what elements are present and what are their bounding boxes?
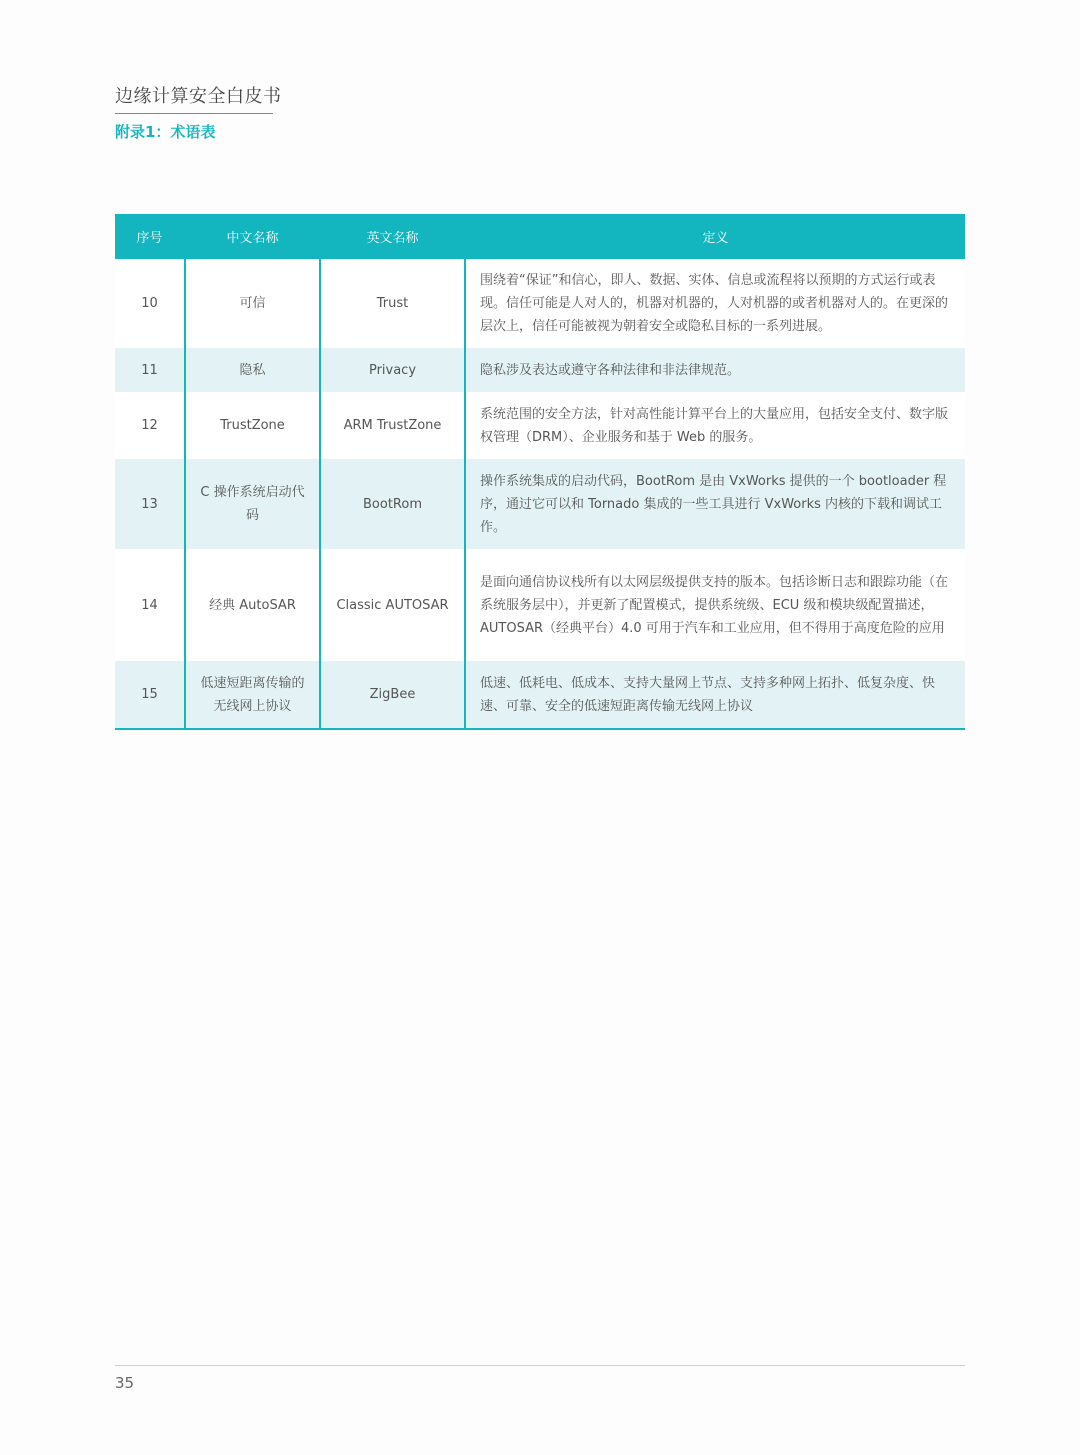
column-header-number: 序号 (115, 214, 185, 259)
cell-number: 13 (115, 459, 185, 549)
cell-number: 11 (115, 348, 185, 392)
table-row (115, 549, 965, 661)
cell-definition: 围绕着“保证”和信心，即人、数据、实体、信息或流程将以预期的方式运行或表现。信任可能是人对人的，机器对机器的，人对机器的或者机器对人的。在更深的层次上，信任可能被视为朝着安全或隐私目标的一系列进展。 (465, 259, 965, 348)
cell-chinese-name: 低速短距离传输的无线网上协议 (185, 661, 320, 729)
document-title: 边缘计算安全白皮书 (115, 86, 282, 107)
table-row (115, 392, 965, 459)
table-row (115, 348, 965, 392)
table-header-row (115, 214, 965, 259)
cell-english-name: ARM TrustZone (320, 392, 465, 459)
cell-definition: 低速、低耗电、低成本、支持大量网上节点、支持多种网上拓扑、低复杂度、快速、可靠、安全的低速短距离传输无线网上协议 (465, 661, 965, 729)
cell-chinese-name: C 操作系统启动代码 (185, 459, 320, 549)
cell-number: 15 (115, 661, 185, 729)
cell-chinese-name: 隐私 (185, 348, 320, 392)
cell-definition: 操作系统集成的启动代码，BootRom 是由 VxWorks 提供的一个 bootloader 程序，通过它可以和 Tornado 集成的一些工具进行 VxWorks 内核的下载和调试工作。 (465, 459, 965, 549)
cell-number: 10 (115, 259, 185, 348)
cell-number: 12 (115, 392, 185, 459)
glossary-table (115, 214, 965, 730)
cell-number: 14 (115, 549, 185, 661)
column-header-definition: 定义 (465, 214, 965, 259)
cell-chinese-name: 经典 AutoSAR (185, 549, 320, 661)
cell-english-name: BootRom (320, 459, 465, 549)
page-number: 35 (115, 1374, 135, 1392)
section-title: 附录1：术语表 (115, 123, 216, 141)
cell-english-name: Privacy (320, 348, 465, 392)
title-underline (115, 113, 273, 114)
cell-definition: 系统范围的安全方法，针对高性能计算平台上的大量应用，包括安全支付、数字版权管理（DRM）、企业服务和基于 Web 的服务。 (465, 392, 965, 459)
cell-english-name: ZigBee (320, 661, 465, 729)
cell-english-name: Trust (320, 259, 465, 348)
cell-english-name: Classic AUTOSAR (320, 549, 465, 661)
cell-definition: 是面向通信协议栈所有以太网层级提供支持的版本。包括诊断日志和跟踪功能（在系统服务层中），并更新了配置模式，提供系统级、ECU 级和模块级配置描述，AUTOSAR（经典平台）4.0 可用于汽车和工业应用，但不得用于高度危险的应用 (465, 549, 965, 661)
cell-definition: 隐私涉及表达或遵守各种法律和非法律规范。 (465, 348, 965, 392)
table-row (115, 259, 965, 348)
footer-divider (115, 1365, 965, 1366)
cell-chinese-name: TrustZone (185, 392, 320, 459)
column-header-chinese-name: 中文名称 (185, 214, 320, 259)
table-row (115, 459, 965, 549)
column-header-english-name: 英文名称 (320, 214, 465, 259)
cell-chinese-name: 可信 (185, 259, 320, 348)
table-row (115, 661, 965, 729)
